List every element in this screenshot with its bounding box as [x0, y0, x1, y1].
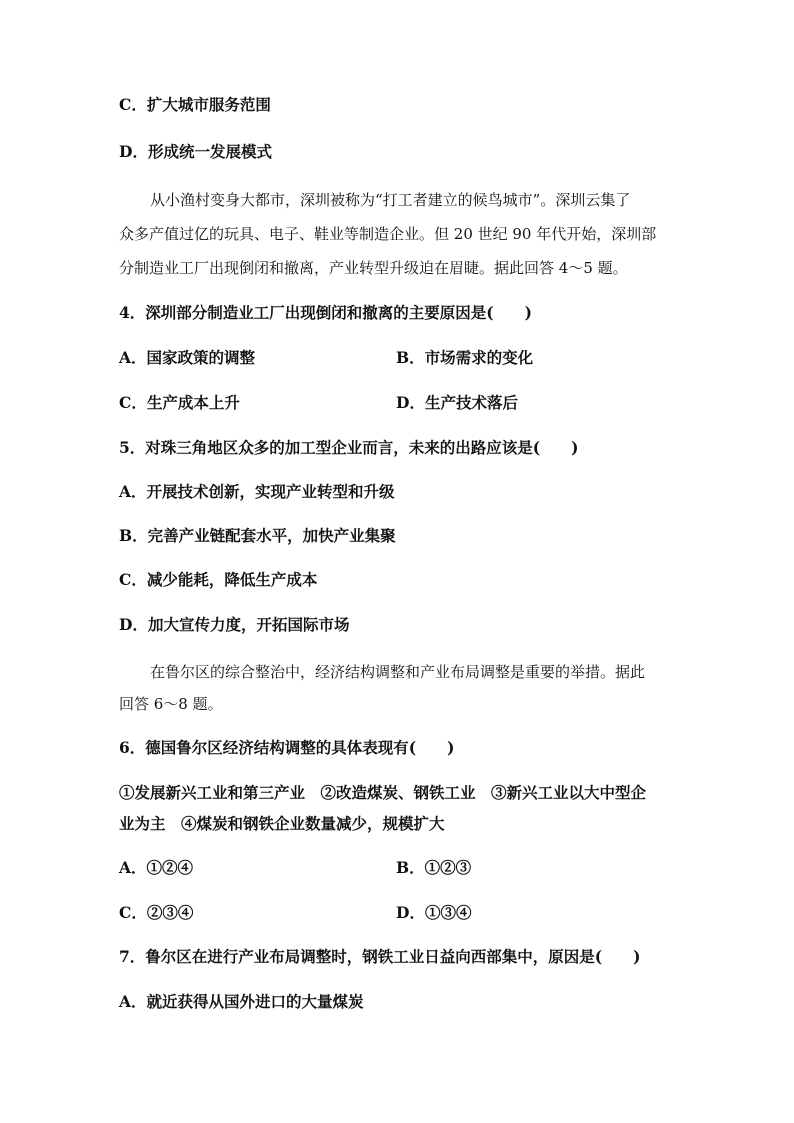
- passage2-line1: 在鲁尔区的综合整治中，经济结构调整和产业布局调整是重要的举措。据此: [150, 663, 646, 681]
- passage1-line2: 众多产值过亿的玩具、电子、鞋业等制造企业。但 20 世纪 90 年代开始，深圳部: [119, 225, 657, 243]
- q6-items-line2: 业为主 ④煤炭和钢铁企业数量减少，规模扩大: [119, 814, 445, 833]
- q7-option-a: A．就近获得从国外进口的大量煤炭: [119, 992, 364, 1011]
- passage1-line3: 分制造业工厂出现倒闭和撤离，产业转型升级迫在眉睫。据此回答 4～5 题。: [119, 259, 628, 277]
- q6-option-b: B．①②③: [396, 858, 472, 877]
- q5-stem: 5．对珠三角地区众多的加工型企业而言，未来的出路应该是( ): [119, 438, 579, 457]
- q5-option-d: D．加大宣传力度，开拓国际市场: [119, 615, 350, 634]
- q4-stem: 4．深圳部分制造业工厂出现倒闭和撤离的主要原因是( ): [119, 303, 532, 322]
- q5-option-a: A．开展技术创新，实现产业转型和升级: [119, 482, 395, 501]
- q4-option-b: B．市场需求的变化: [396, 348, 534, 367]
- q6-option-a: A．①②④: [119, 858, 194, 877]
- q6-stem: 6．德国鲁尔区经济结构调整的具体表现有( ): [119, 738, 455, 757]
- q5-option-b: B．完善产业链配套水平，加快产业集聚: [119, 526, 396, 545]
- q7-stem: 7．鲁尔区在进行产业布局调整时，钢铁工业日益向西部集中，原因是( ): [119, 947, 641, 966]
- q6-items-line1: ①发展新兴工业和第三产业 ②改造煤炭、钢铁工业 ③新兴工业以大中型企: [119, 783, 647, 802]
- q5-option-c: C．减少能耗，降低生产成本: [119, 570, 318, 589]
- passage2-line2: 回答 6～8 题。: [119, 695, 223, 713]
- q3-option-d: D．形成统一发展模式: [119, 142, 272, 161]
- q4-option-d: D．生产技术落后: [396, 393, 518, 412]
- passage1-line1: 从小渔村变身大都市，深圳被称为“打工者建立的候鸟城市”。深圳云集了: [150, 191, 631, 209]
- q4-option-c: C．生产成本上升: [119, 393, 240, 412]
- q3-option-c: C．扩大城市服务范围: [119, 95, 271, 114]
- q4-option-a: A．国家政策的调整: [119, 348, 256, 367]
- q6-option-c: C．②③④: [119, 903, 194, 922]
- q6-option-d: D．①③④: [396, 903, 472, 922]
